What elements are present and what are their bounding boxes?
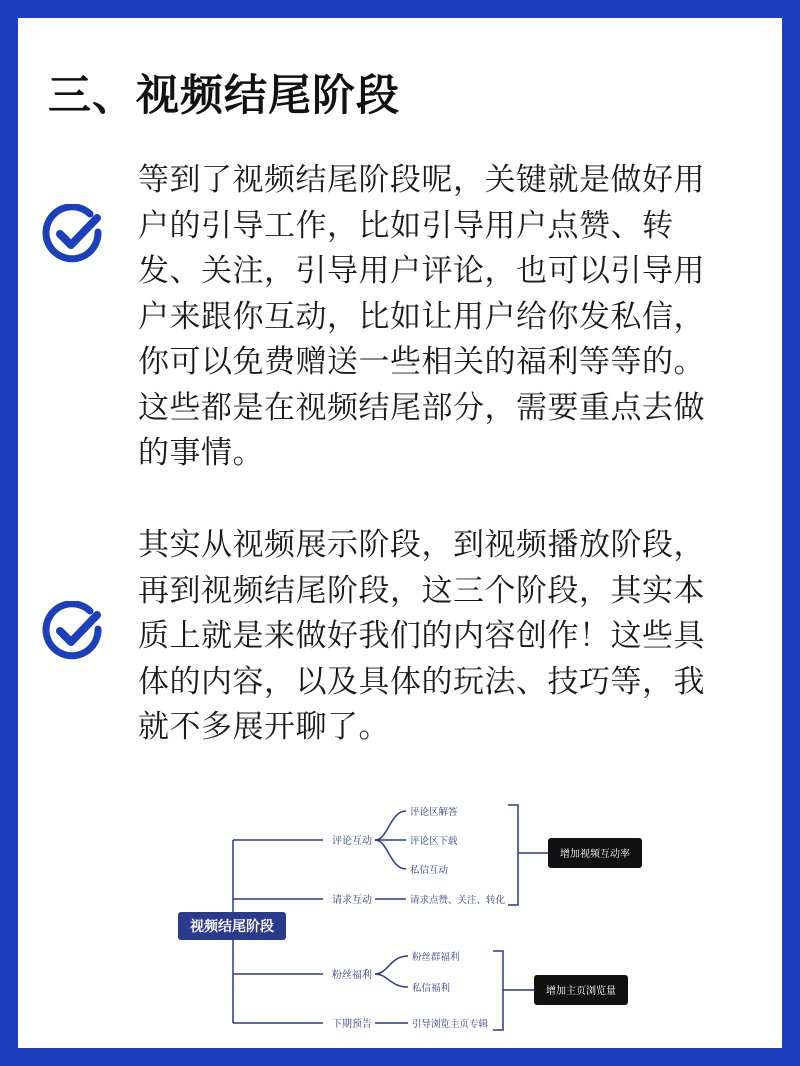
mindmap-leaf: 粉丝群福利 <box>412 952 460 963</box>
mindmap-branch-comment: 评论互动 <box>332 836 372 847</box>
paragraph-summary: 其实从视频展示阶段，到视频播放阶段，再到视频结尾阶段，这三个阶段，其实本质上就是来做好我们的内容创作！这些具体的内容，以及具体的玩法、技巧等，我就不多展开聊了。 <box>138 527 705 745</box>
mindmap-leaf: 私信互动 <box>410 865 449 876</box>
mindmap-leaf: 请求点赞、关注、转化 <box>410 895 506 906</box>
page-title: 三、视频结尾阶段 <box>48 71 400 121</box>
mindmap-leaf: 评论区解答 <box>410 807 458 818</box>
mindmap-leaf: 私信福利 <box>412 983 451 994</box>
mindmap-result-views: 增加主页浏览量 <box>546 986 616 997</box>
mindmap-leaf: 评论区下载 <box>410 836 458 847</box>
paragraph-ending-stage: 等到了视频结尾阶段呢，关键就是做好用户的引导工作，比如引导用户点赞、转发、关注，引导用户评论，也可以引导用户来跟你互动，比如让用户给你发私信，你可以免费赠送一些相关的福利等等的。这些都是在视频结尾部分，需要重点去做的事情。 <box>138 162 705 471</box>
check-circle-icon <box>42 601 104 663</box>
mindmap-result-interaction: 增加视频互动率 <box>560 849 630 860</box>
mindmap-branch-fans: 粉丝福利 <box>332 970 372 981</box>
mindmap-leaf: 引导浏览主页专辑 <box>412 1019 489 1030</box>
mindmap-branch-request: 请求互动 <box>332 895 372 906</box>
check-circle-icon <box>42 204 104 266</box>
mindmap-diagram <box>18 773 782 1043</box>
mindmap-branch-preview: 下期预告 <box>332 1019 372 1030</box>
mindmap-root: 视频结尾阶段 <box>190 919 274 935</box>
page-card <box>18 18 782 1048</box>
